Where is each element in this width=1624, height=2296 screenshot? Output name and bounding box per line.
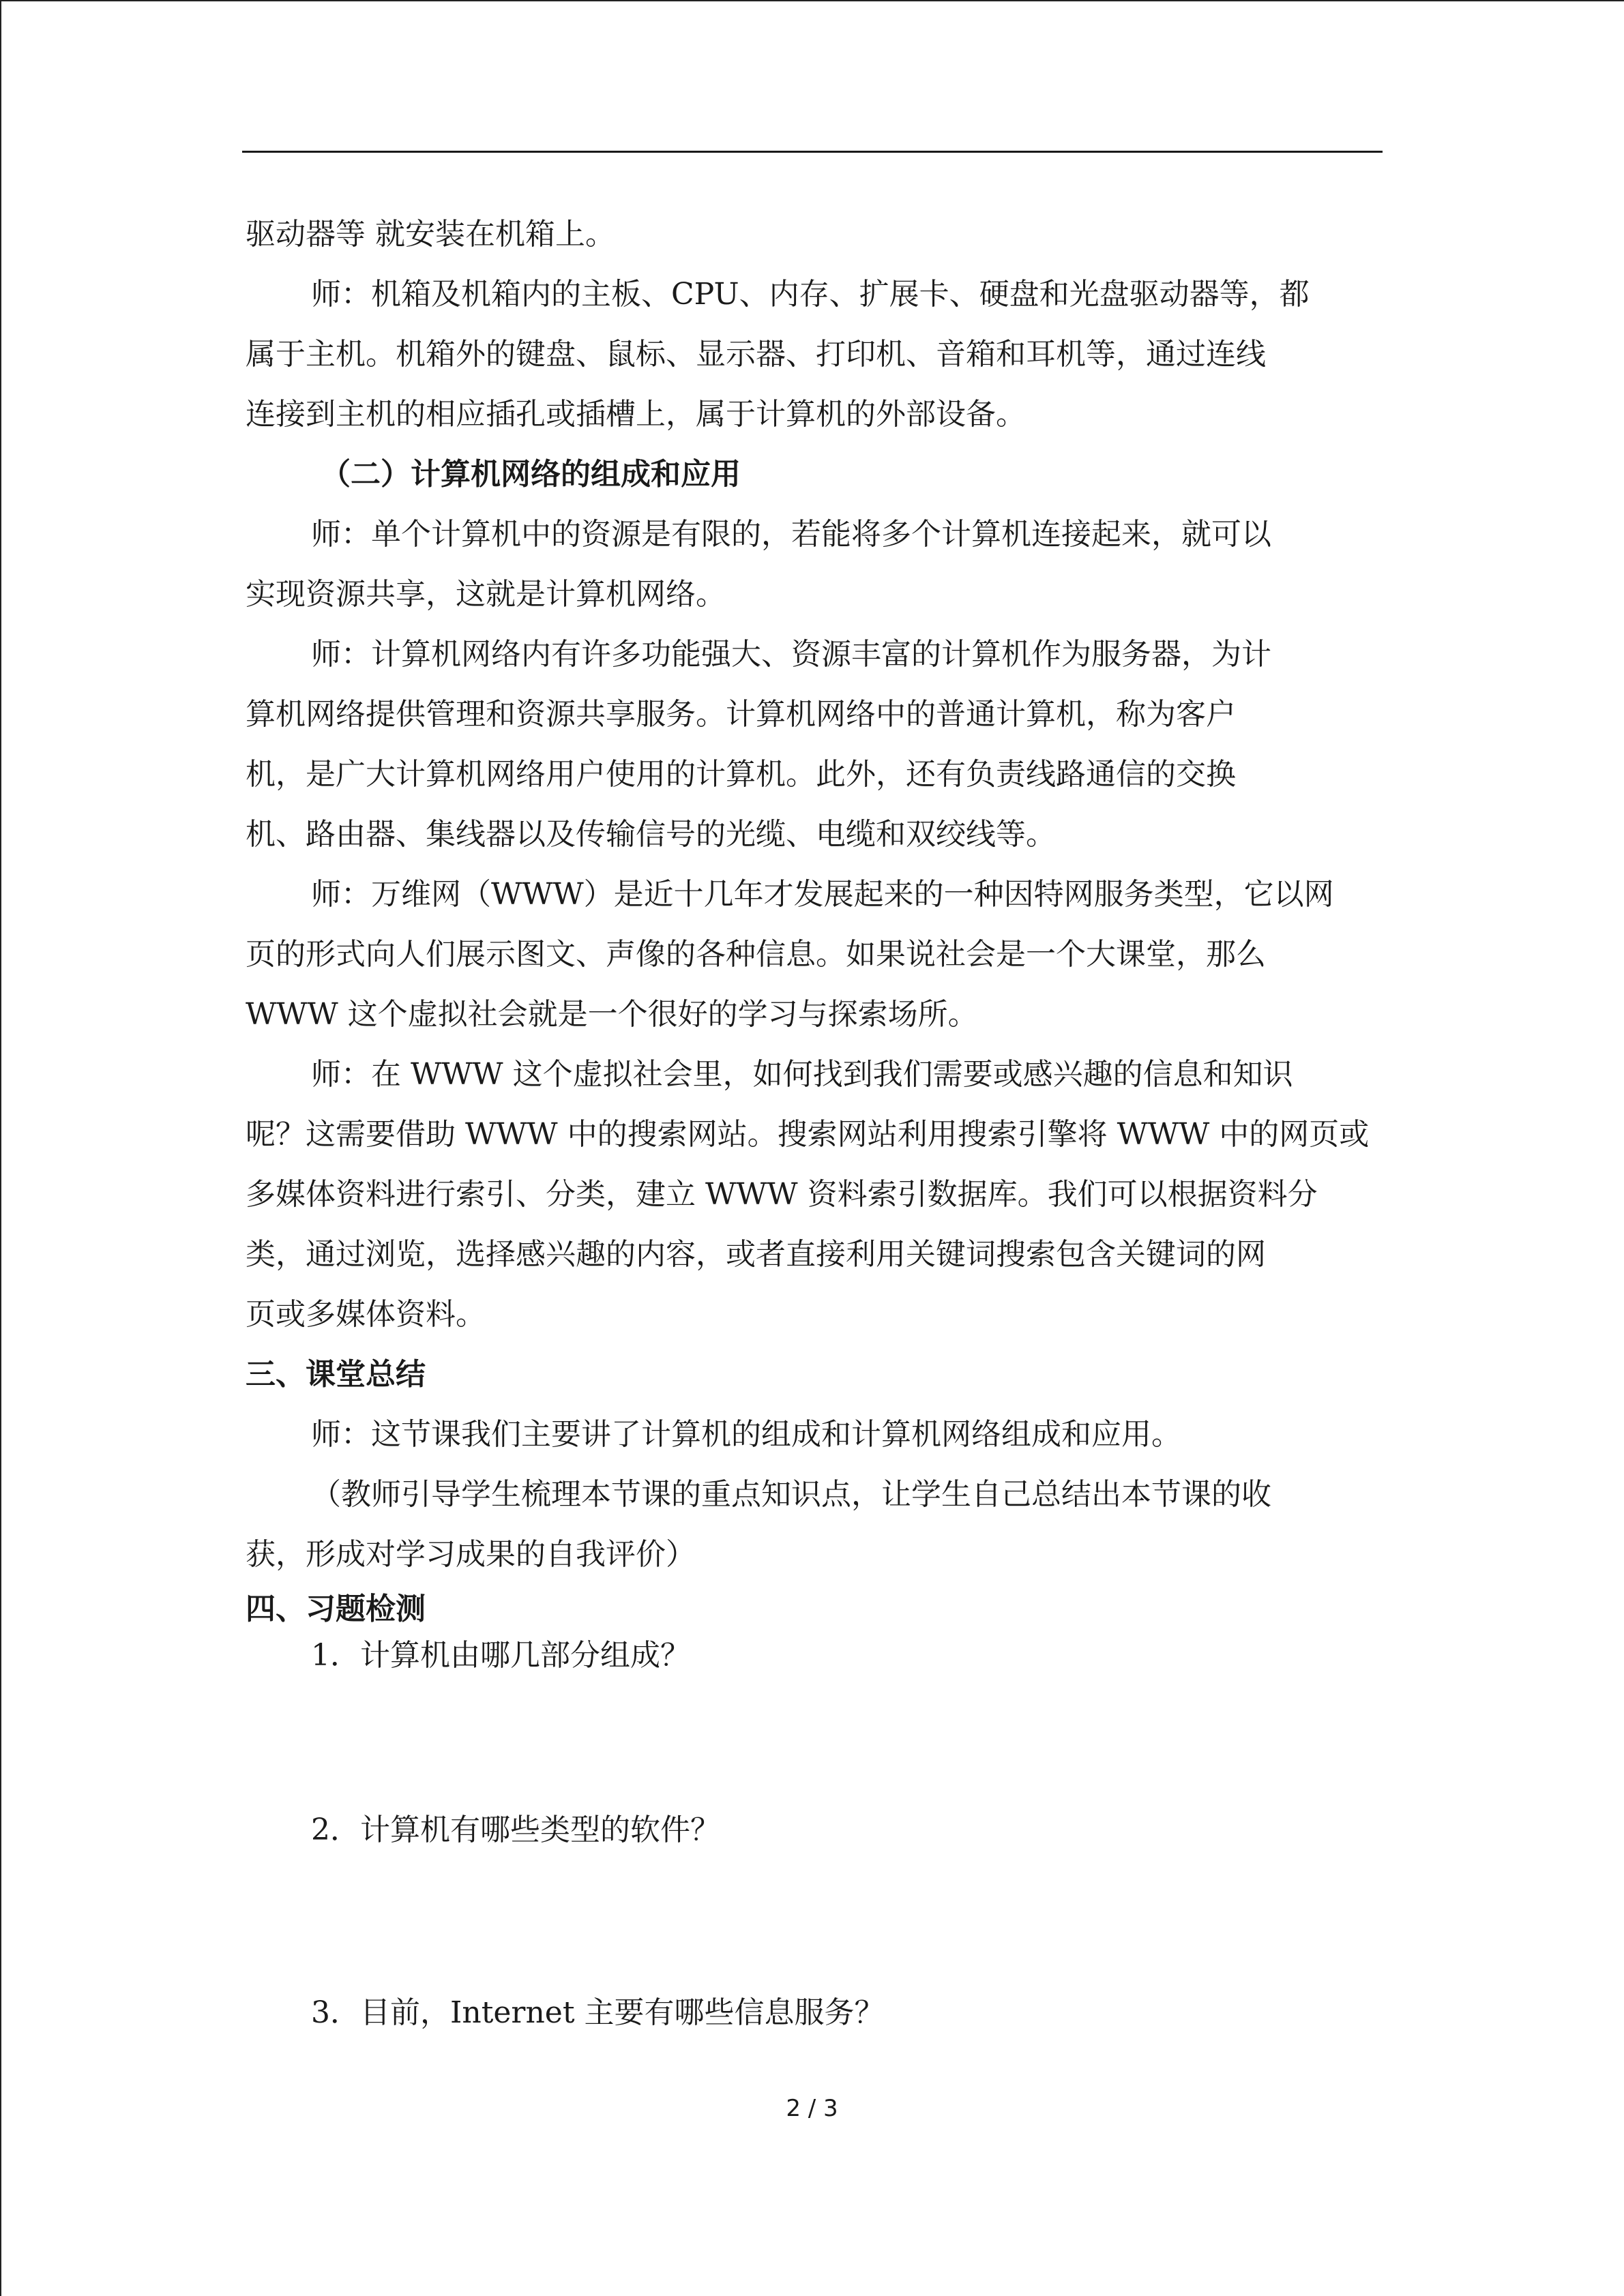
text-line: 师：在 WWW 这个虚拟社会里，如何找到我们需要或感兴趣的信息和知识 <box>311 1057 1293 1092</box>
question-1: 1．计算机由哪几部分组成？ <box>311 1638 690 1673</box>
text-line: 驱动器等 就安装在机箱上。 <box>246 217 615 252</box>
text-line: 师：单个计算机中的资源是有限的，若能将多个计算机连接起来，就可以 <box>311 517 1271 552</box>
text-line: 师：这节课我们主要讲了计算机的组成和计算机网络组成和应用。 <box>311 1417 1181 1452</box>
document-body <box>246 205 1378 2043</box>
text-line: 获，形成对学习成果的自我评价） <box>246 1537 696 1572</box>
answer-space <box>246 1678 1378 1800</box>
text-line: 页的形式向人们展示图文、声像的各种信息。如果说社会是一个大课堂，那么 <box>246 937 1266 972</box>
header-rule <box>242 151 1383 153</box>
text-line: WWW 这个虚拟社会就是一个很好的学习与探索场所。 <box>246 997 978 1032</box>
question-2: 2．计算机有哪些类型的软件？ <box>311 1813 720 1847</box>
text-line: 师：计算机网络内有许多功能强大、资源丰富的计算机作为服务器，为计 <box>311 637 1271 672</box>
text-line: 实现资源共享，这就是计算机网络。 <box>246 577 726 612</box>
section-heading-exercises: 四、习题检测 <box>246 1592 426 1626</box>
page-number: 2 / 3 <box>786 2095 838 2122</box>
text-line: 属于主机。机箱外的键盘、鼠标、显示器、打印机、音箱和耳机等，通过连线 <box>246 337 1266 372</box>
text-line: 机、路由器、集线器以及传输信号的光缆、电缆和双绞线等。 <box>246 817 1056 852</box>
text-line: （教师引导学生梳理本节课的重点知识点，让学生自己总结出本节课的收 <box>311 1477 1271 1512</box>
text-line: 多媒体资料进行索引、分类，建立 WWW 资料索引数据库。我们可以根据资料分 <box>246 1177 1318 1212</box>
text-line: 师：万维网（WWW）是近十几年才发展起来的一种因特网服务类型，它以网 <box>311 877 1334 912</box>
section-heading-summary: 三、课堂总结 <box>246 1357 426 1392</box>
section-subheading: （二）计算机网络的组成和应用 <box>321 457 741 492</box>
question-3: 3．目前，Internet 主要有哪些信息服务？ <box>311 1995 885 2030</box>
text-line: 机，是广大计算机网络用户使用的计算机。此外，还有负责线路通信的交换 <box>246 757 1236 792</box>
text-line: 算机网络提供管理和资源共享服务。计算机网络中的普通计算机，称为客户 <box>246 697 1236 732</box>
answer-space <box>246 1860 1378 1983</box>
text-line: 师：机箱及机箱内的主板、CPU、内存、扩展卡、硬盘和光盘驱动器等，都 <box>311 277 1310 312</box>
text-line: 类，通过浏览，选择感兴趣的内容，或者直接利用关键词搜索包含关键词的网 <box>246 1237 1266 1272</box>
text-line: 连接到主机的相应插孔或插槽上，属于计算机的外部设备。 <box>246 397 1026 432</box>
text-line: 页或多媒体资料。 <box>246 1297 486 1332</box>
text-line: 呢？这需要借助 WWW 中的搜索网站。搜索网站利用搜索引擎将 WWW 中的网页或 <box>246 1117 1370 1152</box>
